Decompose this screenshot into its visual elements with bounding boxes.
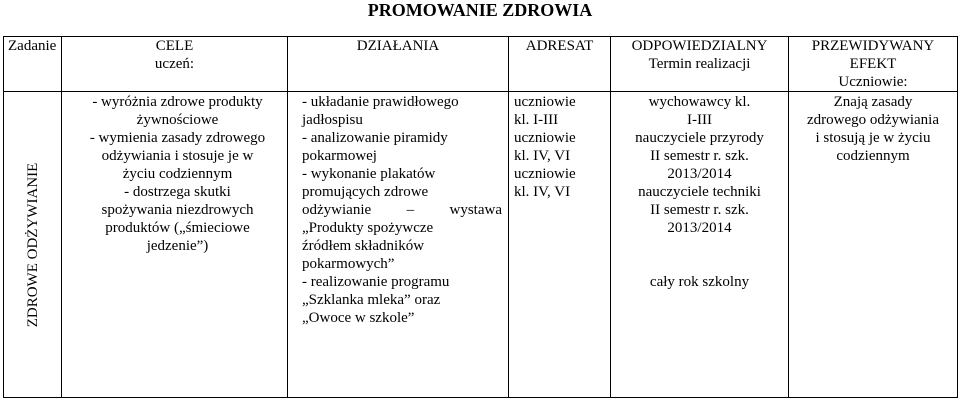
dzialania-line: pokarmowych” (302, 256, 395, 272)
dzialania-line: źródłem składników (302, 238, 425, 254)
cele-line: jedzenie”) (146, 238, 209, 254)
adresat-line: uczniowie (514, 94, 576, 110)
adresat-line: uczniowie (514, 130, 576, 146)
cele-cell (62, 92, 288, 398)
header-cele-title: CELE (155, 38, 194, 54)
header-cele-sub: uczeń: (154, 56, 195, 72)
odpowiedzialny-line: 2013/2014 (667, 220, 732, 236)
dzialania-line: - analizowanie piramidy (302, 130, 448, 146)
cele-line: życiu codziennym (122, 166, 233, 182)
adresat-line: kl. IV, VI (514, 148, 571, 164)
page-title: PROMOWANIE ZDROWIA (367, 0, 593, 20)
adresat-line: uczniowie (514, 166, 576, 182)
odpowiedzialny-cell (611, 92, 789, 398)
dzialania-line: jadłospisu (302, 112, 363, 128)
header-cele (62, 37, 288, 92)
spacer (611, 237, 788, 273)
zadanie-label: ZDROWE ODŻYWIANIE (24, 162, 41, 327)
dzialania-line: odżywianie – wystawa (302, 202, 502, 218)
adresat-cell (509, 92, 611, 398)
efekt-line: Znają zasady (833, 94, 913, 110)
dzialania-line: - wykonanie plakatów (302, 166, 436, 182)
efekt-line: zdrowego odżywiania (806, 112, 940, 128)
odpowiedzialny-line: nauczyciele techniki (638, 184, 761, 200)
header-efekt (789, 37, 958, 92)
odpowiedzialny-line: I-III (687, 112, 712, 128)
header-efekt-line1: PRZEWIDYWANY (811, 38, 935, 54)
header-termin: Termin realizacji (648, 56, 751, 72)
dzialania-line: promujących zdrowe (302, 184, 429, 200)
dzialania-cell (288, 92, 509, 398)
zadanie-cell (4, 92, 62, 398)
cele-line: żywnościowe (136, 112, 219, 128)
dzialania-line: - układanie prawidłowego (302, 94, 459, 110)
dzialania-line: - realizowanie programu (302, 274, 450, 290)
header-odpowiedzialny (611, 37, 789, 92)
efekt-line: i stosują je w życiu (815, 130, 931, 146)
adresat-line: kl. I-III (514, 112, 559, 128)
odpowiedzialny-line: 2013/2014 (667, 166, 732, 182)
cele-line: produktów („śmieciowe (105, 220, 250, 236)
dzialania-line: „Owoce w szkole” (302, 310, 415, 326)
odpowiedzialny-line: nauczyciele przyrody (635, 130, 764, 146)
cele-line: - dostrzega skutki (124, 184, 231, 200)
header-efekt-line2: EFEKT (849, 56, 897, 72)
dzialania-line: „Produkty spożywcze (302, 220, 434, 236)
header-zadanie: Zadanie (4, 37, 62, 92)
header-efekt-line3: Uczniowie: (838, 74, 908, 90)
odpowiedzialny-line: wychowawcy kl. (648, 94, 751, 110)
dzialania-line: pokarmowej (302, 148, 377, 164)
cele-line: - wyróżnia zdrowe produkty (92, 94, 263, 110)
header-odpowiedzialny-title: ODPOWIEDZIALNY (631, 38, 768, 54)
dzialania-line: „Szklanka mleka” oraz (302, 292, 441, 308)
cele-line: odżywiania i stosuje je w (101, 148, 254, 164)
cele-line: - wymienia zasady zdrowego (89, 130, 266, 146)
header-row (4, 37, 958, 92)
table-row (4, 92, 958, 398)
odpowiedzialny-extra: cały rok szkolny (649, 274, 750, 290)
header-adresat: ADRESAT (509, 37, 611, 92)
efekt-line: codziennym (836, 148, 910, 164)
cele-line: spożywania niezdrowych (101, 202, 254, 218)
program-table (3, 36, 958, 398)
odpowiedzialny-line: II semestr r. szk. (650, 148, 749, 164)
efekt-cell (789, 92, 958, 398)
adresat-line: kl. IV, VI (514, 184, 571, 200)
header-dzialania: DZIAŁANIA (288, 37, 509, 92)
odpowiedzialny-line: II semestr r. szk. (650, 202, 749, 218)
